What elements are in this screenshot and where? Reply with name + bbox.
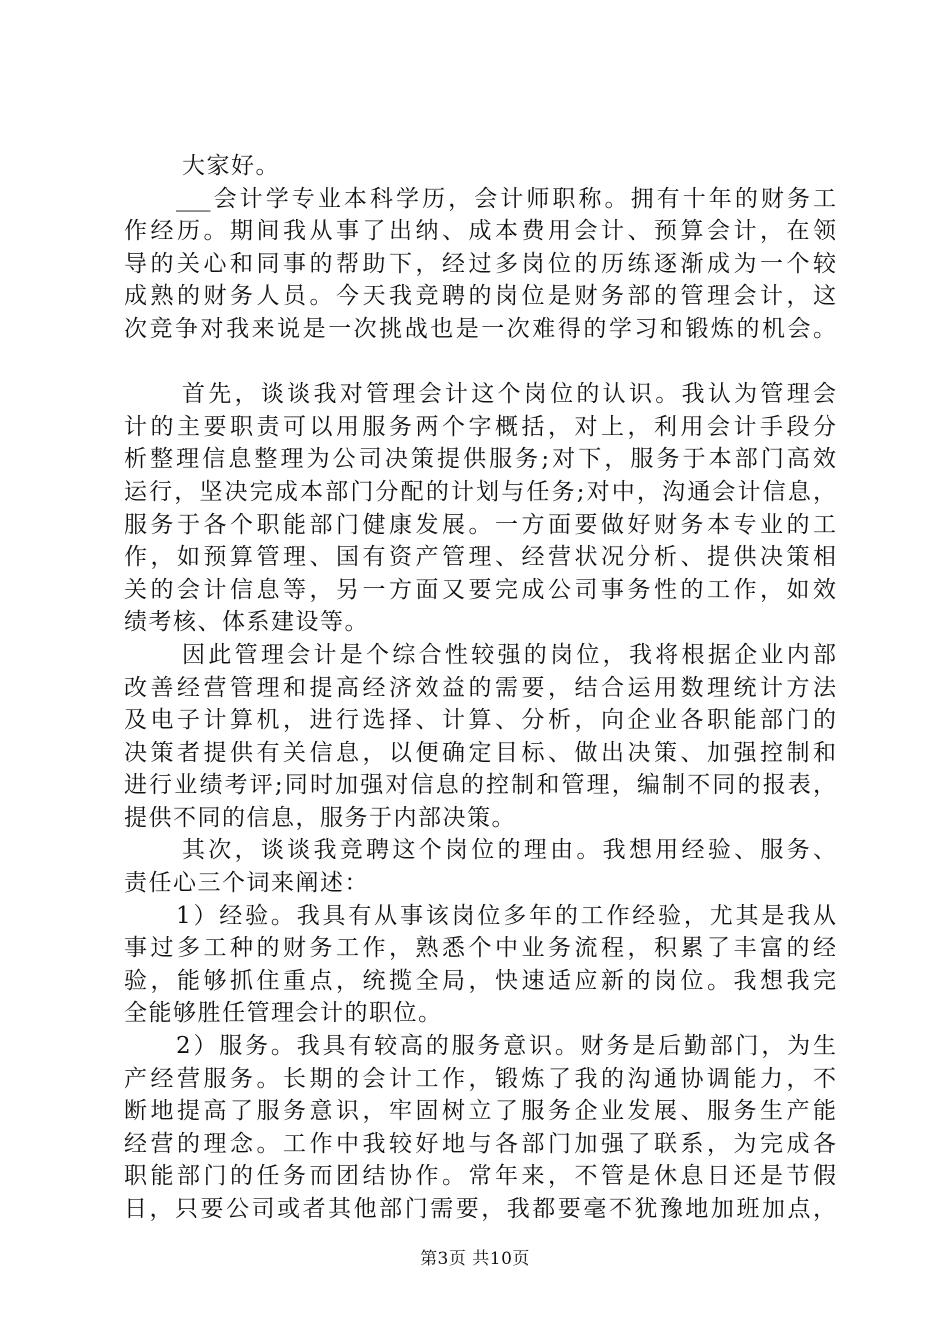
intro-line-3: 导的关心和同事的帮助下，经过多岗位的历练逐渐成为一个较 [124,250,836,277]
first-point-line-4: 运行，坚决完成本部门分配的计划与任务;对中，沟通会计信息， [124,478,836,505]
service-line-2: 产经营服务。长期的会计工作，锻炼了我的沟通协调能力，不 [124,1065,836,1092]
experience-line-2: 事过多工种的财务工作，熟悉个中业务流程，积累了丰富的经 [124,935,836,962]
first-point-line-3: 析整理信息整理为公司决策提供服务;对下，服务于本部门高效 [124,446,836,473]
service-line-6: 日，只要公司或者其他部门需要，我都要毫不犹豫地加班加点， [124,1196,836,1222]
experience-line-3: 验，能够抓住重点，统揽全局，快速适应新的岗位。我想我完 [124,967,836,994]
role-summary-line-4: 决策者提供有关信息，以便确定目标、做出决策、加强控制和 [124,739,836,766]
page-number-footer: 第3页 共10页 [420,1249,530,1269]
experience-line-1: 1）经验。我具有从事该岗位多年的工作经验，尤其是我从 [176,902,836,929]
service-line-4: 经营的理念。工作中我较好地与各部门加强了联系，为完成各 [124,1130,836,1157]
second-point-line-1: 其次，谈谈我竞聘这个岗位的理由。我想用经验、服务、 [182,837,836,864]
experience-line-4: 全能够胜任管理会计的职位。 [124,1000,443,1027]
intro-line-4: 成熟的财务人员。今天我竞聘的岗位是财务部的管理会计，这 [124,283,836,310]
role-summary-line-6: 提供不同的信息，服务于内部决策。 [124,804,516,831]
role-summary-line-3: 及电子计算机，进行选择、计算、分析，向企业各职能部门的 [124,707,836,734]
service-line-5: 职能部门的任务而团结协作。常年来，不管是休息日还是节假 [124,1163,836,1190]
role-summary-line-5: 进行业绩考评;同时加强对信息的控制和管理，编制不同的报表， [124,772,836,799]
role-summary-line-1: 因此管理会计是个综合性较强的岗位，我将根据企业内部 [182,641,836,668]
service-line-1: 2）服务。我具有较高的服务意识。财务是后勤部门，为生 [176,1033,836,1060]
intro-line-5: 次竞争对我来说是一次挑战也是一次难得的学习和锻炼的机会。 [124,315,836,342]
first-point-line-8: 绩考核、体系建设等。 [124,609,369,636]
document-body [124,150,836,1226]
first-point-line-6: 作，如预算管理、国有资产管理、经营状况分析、提供决策相 [124,544,836,571]
intro-line-2: 作经历。期间我从事了出纳、成本费用会计、预算会计，在领 [124,218,836,245]
role-summary-line-2: 改善经营管理和提高经济效益的需要，结合运用数理统计方法 [124,674,836,701]
paragraph-gap [124,346,836,379]
first-point-line-2: 计的主要职责可以用服务两个字概括，对上，利用会计手段分 [124,413,836,440]
greeting-line: 大家好。 [182,153,280,179]
intro-line-1: ___会计学专业本科学历，会计师职称。拥有十年的财务工 [176,185,836,212]
first-point-line-7: 关的会计信息等，另一方面又要完成公司事务性的工作，如效 [124,576,836,603]
second-point-line-2: 责任心三个词来阐述： [124,870,369,897]
first-point-line-1: 首先，谈谈我对管理会计这个岗位的认识。我认为管理会 [182,381,836,408]
service-line-3: 断地提高了服务意识，牢固树立了服务企业发展、服务生产能 [124,1098,836,1125]
first-point-line-5: 服务于各个职能部门健康发展。一方面要做好财务本专业的工 [124,511,836,538]
